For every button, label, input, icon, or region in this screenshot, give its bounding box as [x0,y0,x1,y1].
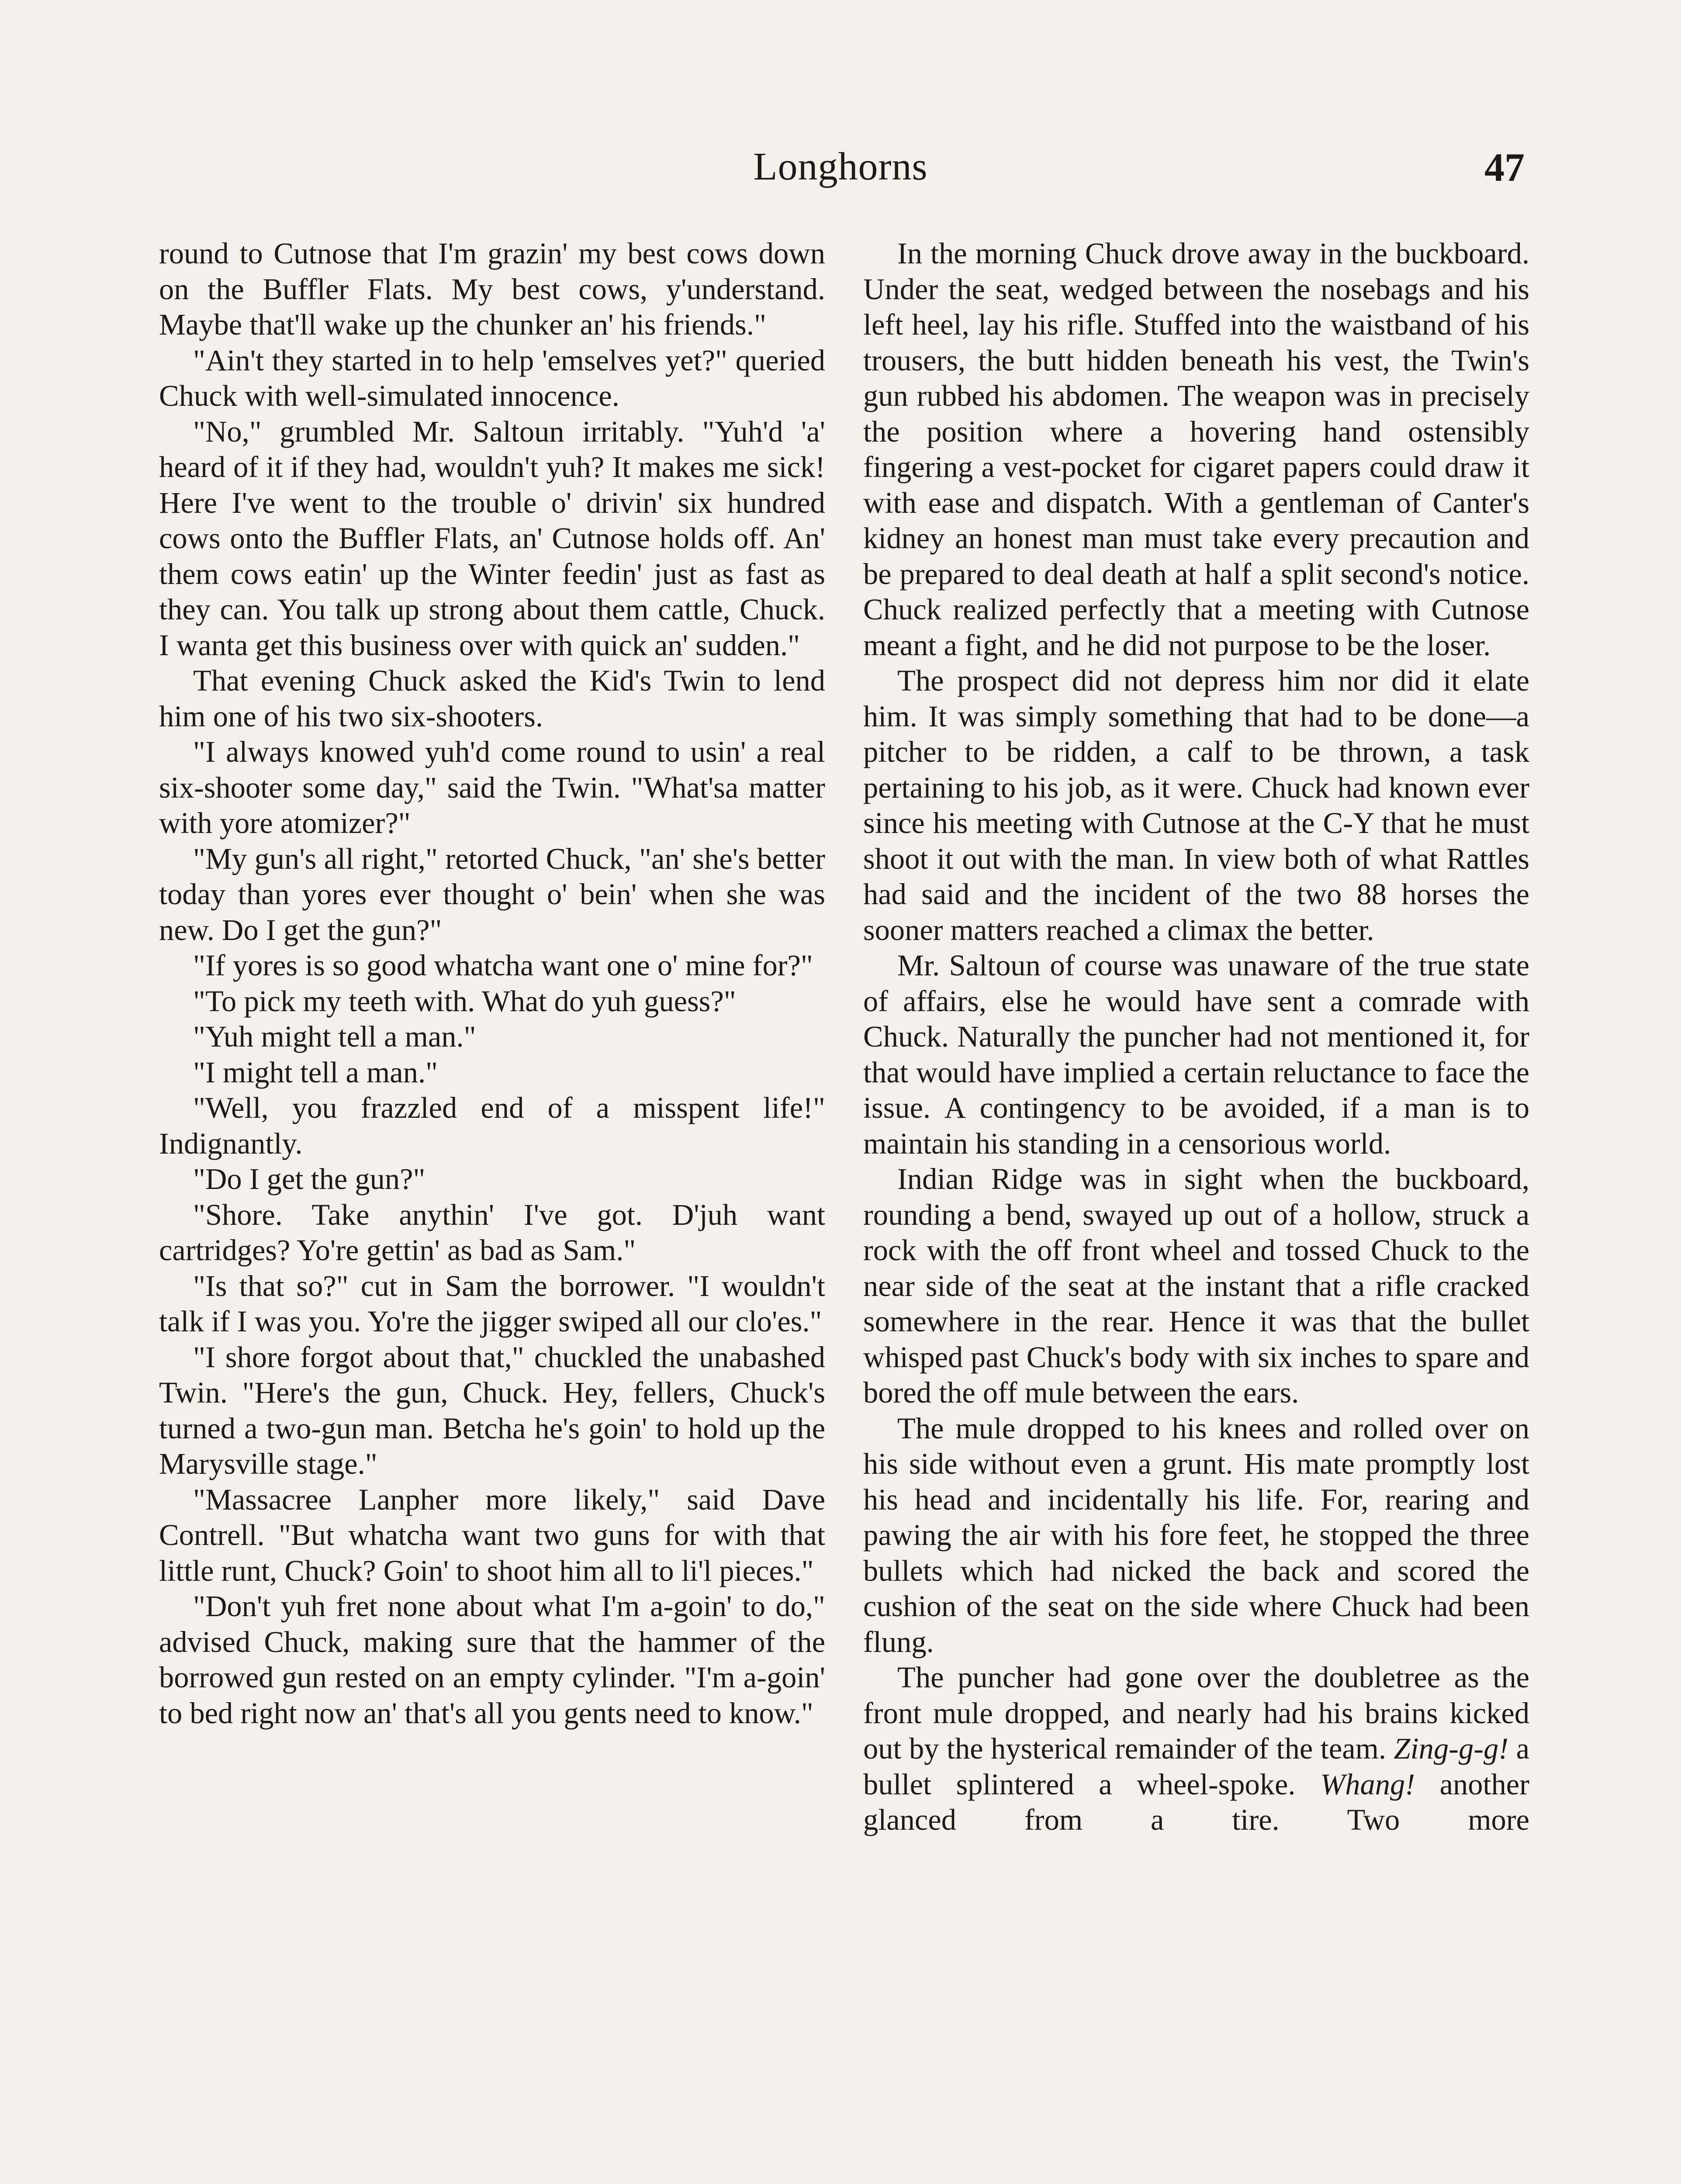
paragraph: Indian Ridge was in sight when the buckboard, rounding a bend, swayed up out of a hollow, struck a rock with the off front wheel and tossed Chuck to the near side of the seat at the instant that a rifle cracked somewhere in the rear. Hence it was that the bullet whisped past Chuck's body with six inches to spare and bored the off mule between the ears. [863,1162,1529,1409]
paragraph: "Shore. Take anythin' I've got. D'juh want cartridges? Yo're gettin' as bad as Sam." [159,1198,825,1267]
paragraph: "Well, you frazzled end of a misspent life!" Indignantly. [159,1091,825,1160]
paragraph: "Yuh might tell a man." [193,1020,476,1053]
paragraph: "To pick my teeth with. What do yuh guess?" [193,984,736,1018]
right-column [863,236,1529,2184]
paragraph: "Don't yuh fret none about what I'm a-goin' to do," advised Chuck, making sure that the hammer of the borrowed gun rested on an empty cylinder. "I'm a-goin' to bed right now an' that's all you gents need to know." [159,1590,825,1730]
running-title: Longhorns [753,145,928,188]
paragraph-text: The puncher had gone over the doubletree as the front mule dropped, and nearly had his brains kicked out by the hysterical remainder of the team. [863,1661,1529,1765]
left-column [159,236,825,2184]
paragraph: "Massacree Lanpher more likely," said Dave Contrell. "But whatcha want two guns for with that little runt, Chuck? Goin' to shoot him all to li'l pieces." [159,1482,825,1587]
paragraph: "Is that so?" cut in Sam the borrower. "I wouldn't talk if I was you. Yo're the jigger swiped all our clo'es." [159,1269,825,1338]
paragraph: "My gun's all right," retorted Chuck, "an' she's better today than yores ever thought o' bein' when she was new. Do I get the gun?" [159,842,825,947]
paragraph: The prospect did not depress him nor did it elate him. It was simply something that had to be done—a pitcher to be ridden, a calf to be thrown, a task pertaining to his job, as it were. Chuck had known ever since his meeting with Cutnose at the C-Y that he must shoot it out with the man. In view both of what Rattles had said and the incident of the two 88 horses the sooner matters reached a climax the better. [863,664,1529,947]
paragraph: That evening Chuck asked the Kid's Twin to lend him one of his two six-shooters. [159,664,825,733]
paragraph: "Ain't they started in to help 'emselves yet?" queried Chuck with well-simulated innocence. [159,343,825,412]
paragraph: The mule dropped to his knees and rolled over on his side without even a grunt. His mate promptly lost his head and incidentally his life. For, rearing and pawing the air with his fore feet, he stopped the three bullets which had nicked the back and scored the cushion of the seat on the side where Chuck had been flung. [863,1411,1529,1659]
paragraph: "I shore forgot about that," chuckled the unabashed Twin. "Here's the gun, Chuck. Hey, fellers, Chuck's turned a two-gun man. Betcha he's goin' to hold up the Marysville stage." [159,1340,825,1480]
sound-effect: Zing-g-g! [1394,1732,1509,1765]
paragraph: "I might tell a man." [193,1055,438,1089]
paragraph-text: a bullet splintered a wheel-spoke. [863,1732,1529,1801]
paragraph: "Do I get the gun?" [193,1162,425,1196]
paragraph: Mr. Saltoun of course was unaware of the true state of affairs, else he would have sent a comrade with Chuck. Naturally the puncher had not mentioned it, for that would have implied a certain reluctance to face the issue. A contingency to be avoided, if a man is to maintain his standing in a censorious world. [863,949,1529,1160]
paragraph: "If yores is so good whatcha want one o' mine for?" [193,949,813,982]
paragraph-final [863,1660,1529,1838]
paragraph: "I always knowed yuh'd come round to usin' a real six-shooter some day," said the Twin. "What'sa matter with yore atomizer?" [159,735,825,840]
paragraph: "No," grumbled Mr. Saltoun irritably. "Yuh'd 'a' heard of it if they had, wouldn't yuh? It makes me sick! Here I've went to the trouble o' drivin' six hundred cows onto the Buffler Flats, an' Cutnose holds off. An' them cows eatin' up the Winter feedin' just as fast as they can. You talk up strong about them cattle, Chuck. I wanta get this business over with quick an' sudden." [159,415,825,662]
sound-effect: Whang! [1320,1767,1415,1801]
paragraph-text: another glanced from a tire. Two more [863,1767,1529,1836]
running-head [0,144,1681,205]
page-number: 47 [1484,145,1525,190]
paragraph: In the morning Chuck drove away in the buckboard. Under the seat, wedged between the nosebags and his left heel, lay his rifle. Stuffed into the waistband of his trousers, the butt hidden beneath his vest, the Twin's gun rubbed his abdomen. The weapon was in precisely the position where a hovering hand ostensibly fingering a vest-pocket for cigaret papers could draw it with ease and dispatch. With a gentleman of Canter's kidney an honest man must take every precaution and be prepared to deal death at half a split second's notice. Chuck realized perfectly that a meeting with Cutnose meant a fight, and he did not purpose to be the loser. [863,237,1529,662]
paragraph: round to Cutnose that I'm grazin' my best cows down on the Buffler Flats. My best cows, y'understand. Maybe that'll wake up the chunker an' his friends." [159,237,825,341]
